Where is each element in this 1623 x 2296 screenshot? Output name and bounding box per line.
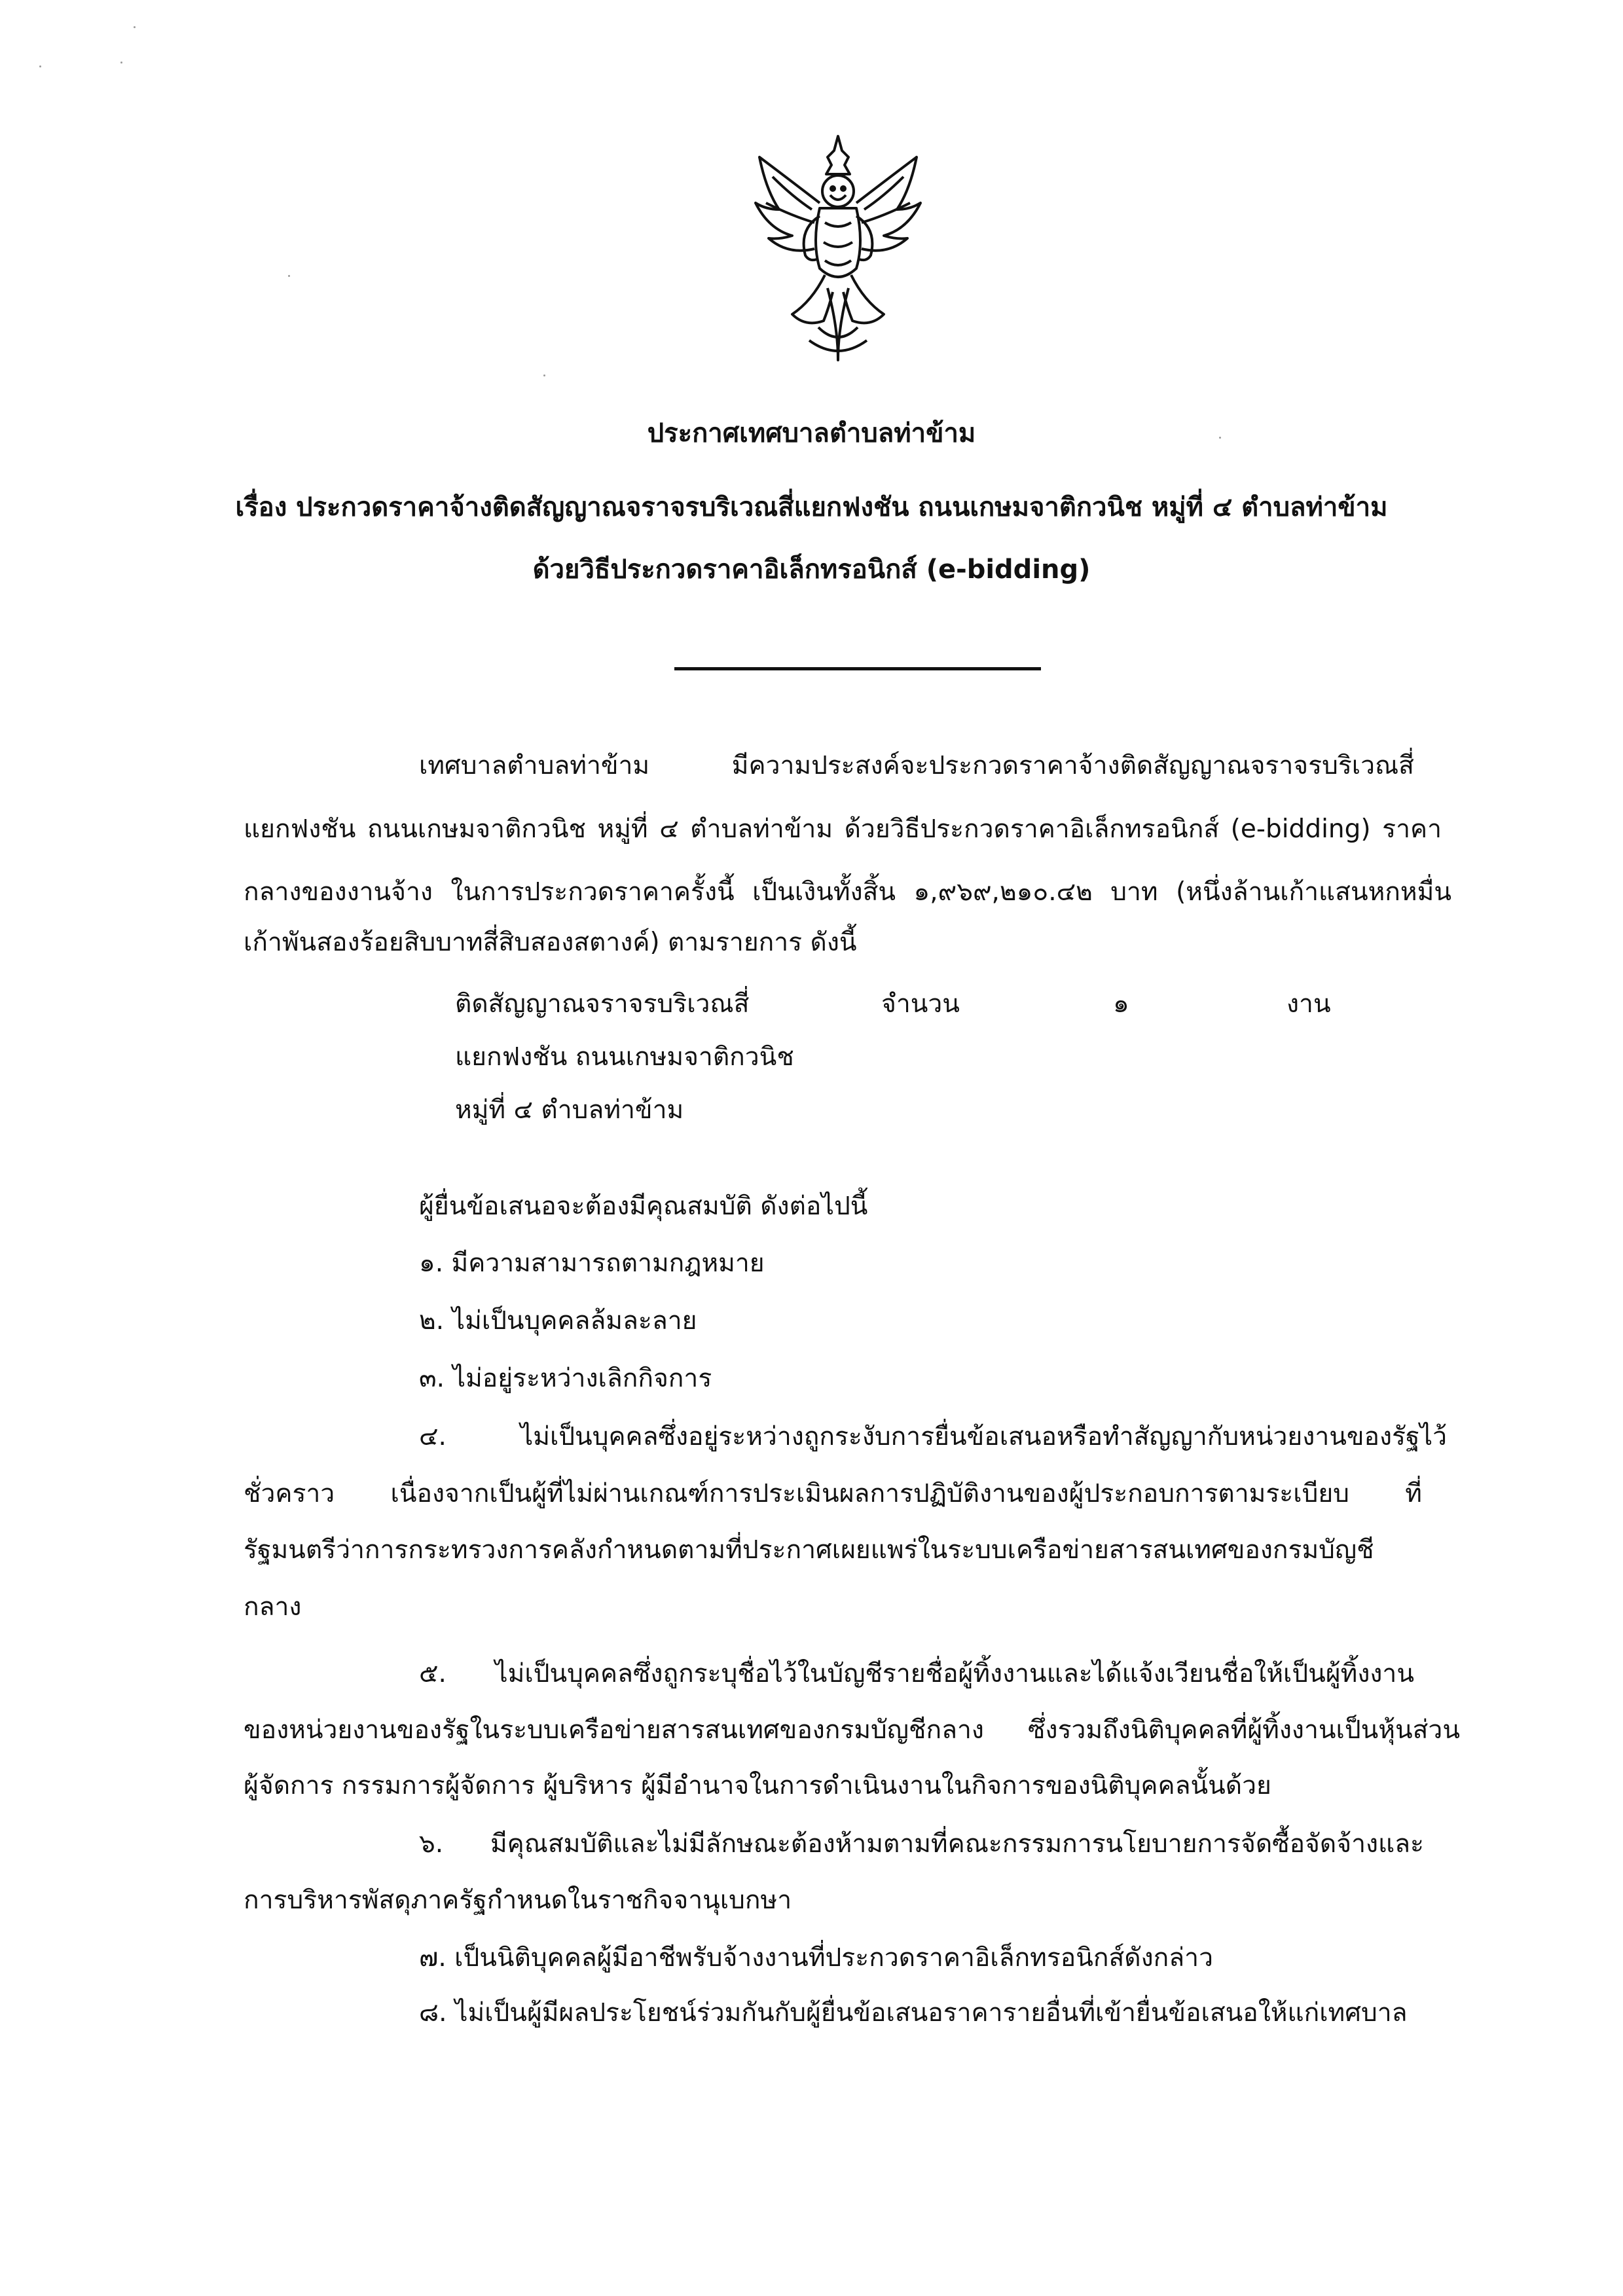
announcement-subject: เรื่อง ประกวดราคาจ้างติดสัญญาณจราจรบริเวณสี่แยกฟงชัน ถนนเกษมจาติกวนิช หมู่ที่ ๔ ตำบลท่าข้าม <box>235 492 1388 522</box>
announcement-method: ด้วยวิธีประกวดราคาอิเล็กทรอนิกส์ (e-bidding) <box>532 555 1091 585</box>
item-qty-label: จำนวน <box>881 989 960 1019</box>
qualification-1: ๑. มีความสามารถตามกฎหมาย <box>419 1248 765 1278</box>
qualification-8: ๘. ไม่เป็นผู้มีผลประโยชน์ร่วมกันกับผู้ยื่นข้อเสนอราคารายอื่นที่เข้ายื่นข้อเสนอให้แก่เทศบาล <box>419 1998 1408 2028</box>
scan-speck <box>288 275 290 277</box>
announcement-title: ประกาศเทศบาลตำบลท่าข้าม <box>647 418 976 448</box>
qualification-5-line-1: ๕. ไม่เป็นบุคคลซึ่งถูกระบุชื่อไว้ในบัญชีรายชื่อผู้ทิ้งงานและได้แจ้งเวียนชื่อให้เป็นผู้ทิ้งงาน <box>419 1659 1414 1688</box>
qualification-4-line-3: รัฐมนตรีว่าการกระทรวงการคลังกำหนดตามที่ประกาศเผยแพร่ในระบบเครือข่ายสารสนเทศของกรมบัญชี <box>244 1535 1374 1565</box>
scan-speck <box>134 26 136 28</box>
intro-line-4: เก้าพันสองร้อยสิบบาทสี่สิบสองสตางค์) ตามรายการ ดังนี้ <box>244 928 857 957</box>
qualification-6-line-1: ๖. มีคุณสมบัติและไม่มีลักษณะต้องห้ามตามที่คณะกรรมการนโยบายการจัดซื้อจัดจ้างและ <box>419 1829 1424 1859</box>
intro-line-3: กลางของงานจ้าง ในการประกวดราคาครั้งนี้ เป็นเงินทั้งสิ้น ๑,๙๖๙,๒๑๐.๔๒ บาท (หนึ่งล้านเก้าแสนหกหมื่น <box>244 877 1451 907</box>
intro-line-2: แยกฟงชัน ถนนเกษมจาติกวนิช หมู่ที่ ๔ ตำบลท่าข้าม ด้วยวิธีประกวดราคาอิเล็กทรอนิกส์ (e-bidding) ราคา <box>244 814 1442 844</box>
intro-line-1: เทศบาลตำบลท่าข้าม มีความประสงค์จะประกวดราคาจ้างติดสัญญาณจราจรบริเวณสี่ <box>419 751 1414 780</box>
item-desc-line-1: ติดสัญญาณจราจรบริเวณสี่ <box>455 989 750 1019</box>
qualification-2: ๒. ไม่เป็นบุคคลล้มละลาย <box>419 1306 697 1336</box>
qualification-4-line-2: ชั่วคราว เนื่องจากเป็นผู้ที่ไม่ผ่านเกณฑ์การประเมินผลการปฏิบัติงานของผู้ประกอบการตามระเบียบ ที่ <box>244 1479 1422 1508</box>
item-desc-line-3: หมู่ที่ ๔ ตำบลท่าข้าม <box>455 1095 684 1125</box>
item-desc-line-2: แยกฟงชัน ถนนเกษมจาติกวนิช <box>455 1042 794 1072</box>
qualification-4-line-1: ๔. ไม่เป็นบุคคลซึ่งอยู่ระหว่างถูกระงับการยื่นข้อเสนอหรือทำสัญญากับหน่วยงานของรัฐไว้ <box>419 1422 1447 1451</box>
qualification-5-line-3: ผู้จัดการ กรรมการผู้จัดการ ผู้บริหาร ผู้มีอำนาจในการดำเนินงานในกิจการของนิติบุคคลนั้นด้วย <box>244 1771 1271 1800</box>
qualification-4-line-4: กลาง <box>244 1592 302 1622</box>
qualification-3: ๓. ไม่อยู่ระหว่างเลิกกิจการ <box>419 1364 712 1393</box>
scan-speck <box>543 374 545 376</box>
scan-speck <box>39 65 41 67</box>
scan-speck <box>1219 437 1221 439</box>
qualification-7: ๗. เป็นนิติบุคคลผู้มีอาชีพรับจ้างงานที่ประกวดราคาอิเล็กทรอนิกส์ดังกล่าว <box>419 1943 1213 1973</box>
garuda-emblem-icon <box>746 131 930 367</box>
title-divider <box>674 667 1041 670</box>
qualification-6-line-2: การบริหารพัสดุภาครัฐกำหนดในราชกิจจานุเบกษา <box>244 1886 792 1915</box>
qualifications-heading: ผู้ยื่นข้อเสนอจะต้องมีคุณสมบัติ ดังต่อไปนี้ <box>419 1192 868 1221</box>
qualification-5-line-2: ของหน่วยงานของรัฐในระบบเครือข่ายสารสนเทศของกรมบัญชีกลาง ซึ่งรวมถึงนิติบุคคลที่ผู้ทิ้งงานเป็นหุ้นส่วน <box>244 1715 1460 1745</box>
item-qty: ๑ <box>1113 989 1129 1019</box>
scan-speck <box>120 62 122 64</box>
item-unit: งาน <box>1286 989 1331 1019</box>
